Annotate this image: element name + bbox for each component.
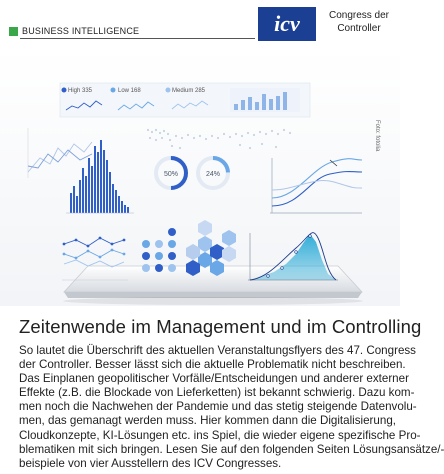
logo-text: icv bbox=[274, 11, 300, 36]
gauge-a-label: 50% bbox=[163, 171, 179, 178]
body-line: Das Einplanen geopolitischer Vorfälle/Entscheidungen und anderer externer bbox=[19, 372, 409, 386]
body-line: men, das gemanagt werden muss. Hier kommen dann die Digitalisierung, bbox=[19, 414, 396, 428]
body-line: blematiken mit sich bringen. Lesen Sie auf den folgenden Seiten Lösungsansätze/- bbox=[19, 442, 444, 456]
dashboard-illustration bbox=[0, 48, 400, 306]
section-marker bbox=[9, 27, 18, 36]
kpi-high-label: High 335 bbox=[68, 88, 93, 94]
body-line: Cloudkonzepte, KI-Lösungen etc. ins Spiel, die wieder eigene spezifische Pro- bbox=[19, 428, 421, 442]
icv-logo bbox=[258, 7, 316, 41]
body-line: der Controller. Besser lässt sich die aktuelle Problematik nicht beschreiben. bbox=[19, 358, 406, 372]
photo-credit: Foto: fotolia bbox=[374, 120, 380, 152]
kpi-cards bbox=[60, 83, 310, 117]
kpi-medium-label: Medium 285 bbox=[172, 88, 206, 94]
kpi-low-label: Low 168 bbox=[118, 88, 141, 94]
body-line: Effekte (z.B. die Blockade von Lieferketten) ist bekannt schwierig. Dazu kom- bbox=[19, 386, 415, 400]
page-header bbox=[0, 0, 400, 46]
event-title-line1: Congress der bbox=[328, 10, 390, 21]
article-headline: Zeitenwende im Management und im Controlling bbox=[19, 316, 422, 337]
body-line: So lautet die Überschrift des aktuellen Veranstaltungsflyers des 47. Congress bbox=[19, 344, 416, 357]
gauge-b-label: 24% bbox=[205, 171, 221, 178]
body-line: beispiele von vier Ausstellern des ICV Congresses. bbox=[19, 456, 282, 470]
event-title bbox=[320, 9, 398, 35]
body-line: men noch die Nachwehen der Pandemie und das stetig steigende Datenvolu- bbox=[19, 400, 417, 414]
header-rule bbox=[20, 38, 255, 39]
hero-illustration bbox=[0, 48, 400, 306]
section-label: BUSINESS INTELLIGENCE bbox=[22, 26, 140, 36]
event-title-line2: Controller bbox=[337, 23, 381, 34]
article-body bbox=[19, 344, 444, 471]
